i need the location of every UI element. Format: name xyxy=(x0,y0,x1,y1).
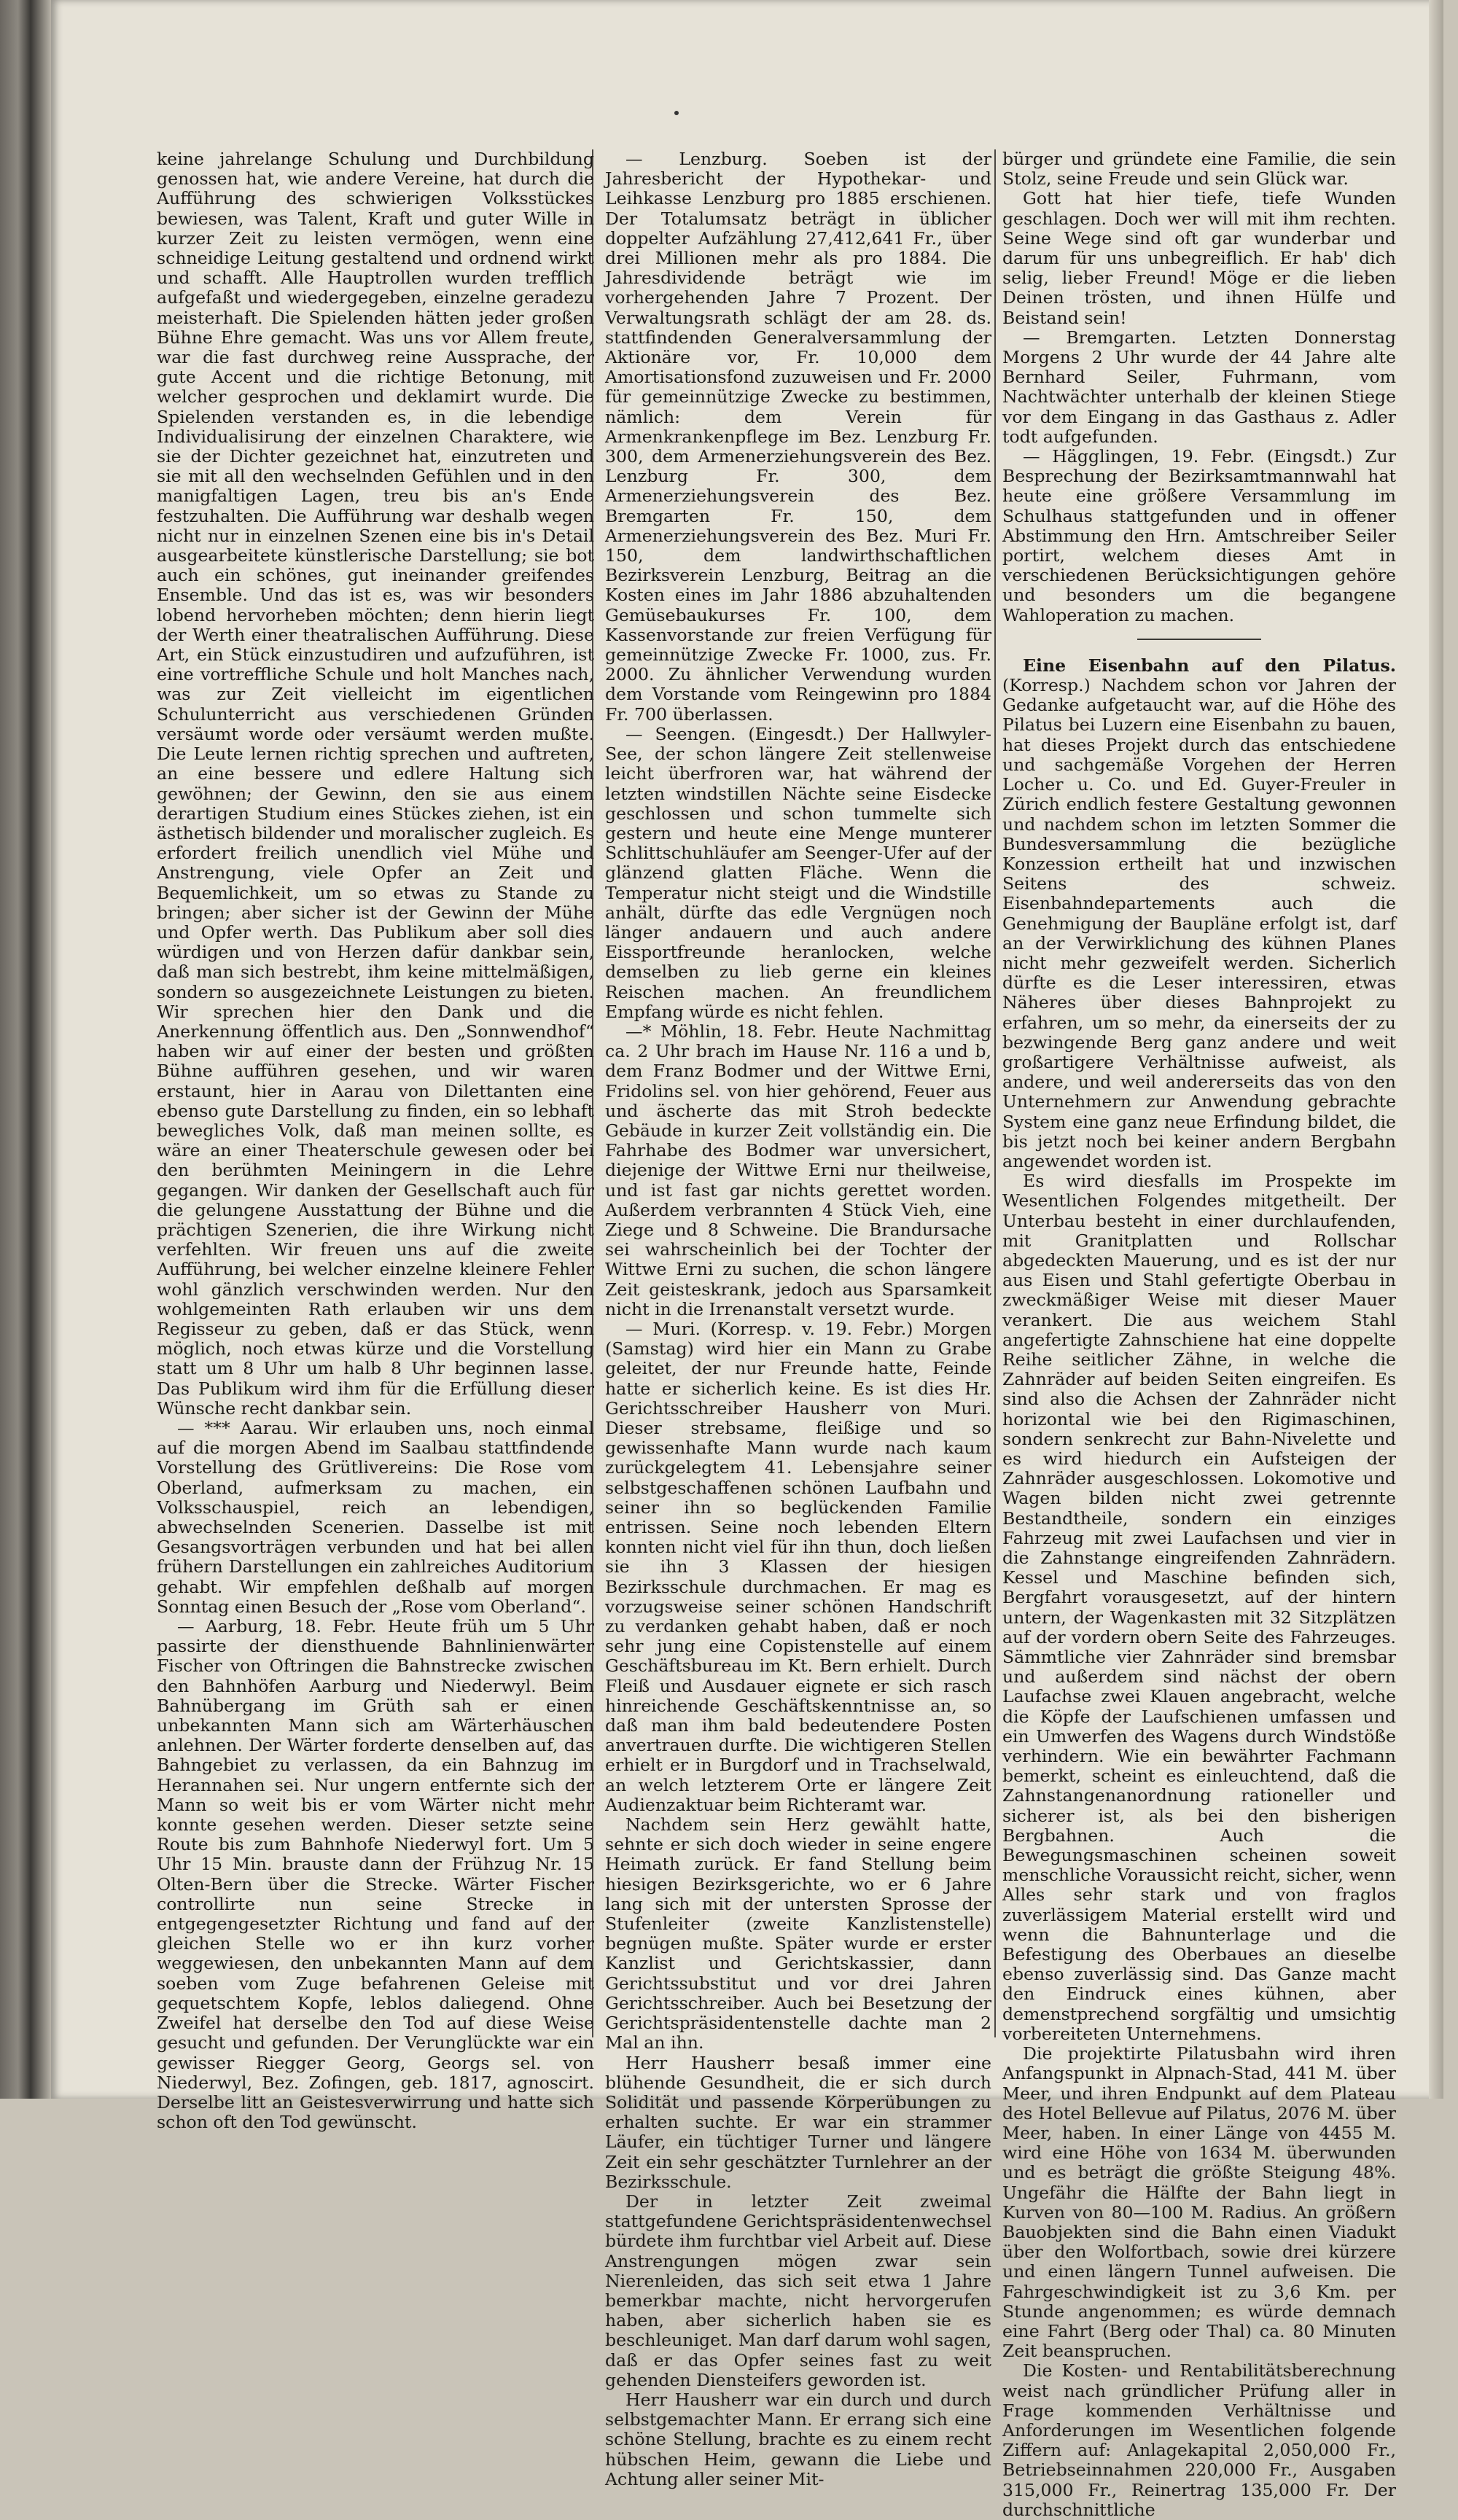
column-3-article-paragraph-1: Nachdem schon vor Jahren der Gedanke aufgetaucht war, auf die Höhe des Pilatus bei Luzern eine Eisenbahn zu bauen, hat dieses Projekt durch das entschiedene und sachgemäße Vorgehen der Herren Locher u. Co. und Ed. Guyer-Freuler in Zürich endlich festere Gestaltung gewonnen und nachdem schon im letzten Sommer die Bundesversammlung die bezügliche Konzession ertheilt hat und inzwischen Seitens des schweiz. Eisenbahndepartements auch die Genehmigung der Baupläne erfolgt ist, darf an der Verwirklichung des kühnen Planes nicht mehr gezweifelt werden. Sicherlich dürfte es die Leser interessiren, etwas Näheres über dieses Bahnprojekt zu erfahren, um so mehr, da einerseits der zu bezwingende Berg ganz andere und weit großartigere Verhältnisse aufweist, als andere, und weil andererseits das von den Unternehmern zur Anwendung gebrachte System eine ganz neue Erfindung bildet, die bis jetzt noch bei keiner andern Bergbahn angewendet worden ist. xyxy=(1002,675,1397,1171)
column-3-article-paragraph-3: Die projektirte Pilatusbahn wird ihren Anfangspunkt in Alpnach-Stad, 441 M. über Meer, und ihren Endpunkt auf dem Plateau des Hotel Bellevue auf Pilatus, 2076 M. über Meer, haben. In einer Länge von 4455 M. wird eine Höhe von 1634 M. überwunden und es beträgt die größte Steigung 48%. Ungefähr die Hälfte der Bahn liegt in Kurven von 80—100 M. Radius. An größern Bauobjekten sind die Bahn einen Viadukt über den Wolfortbach, sowie drei kürzere und einen längern Tunnel aufweisen. Die Fahrgeschwindigkeit ist zu 3,6 Km. per Stunde angenommen; es würde demnach eine Fahrt (Berg oder Thal) ca. 80 Minuten Zeit beanspruchen. xyxy=(1002,2043,1396,2362)
column-3-article-paragraph-2: Es wird diesfalls im Prospekte im Wesentlichen Folgendes mitgetheilt. Der Unterbau besteht in einer durchlaufenden, mit Granitplatten und Rollschar abgedeckten Mauerung, und es ist der nur aus Eisen und Stahl gefertigte Oberbau in zweckmäßiger Weise mit dieser Mauer verankert. Die aus weichem Stahl angefertigte Zahnschiene hat eine doppelte Reihe seitlicher Zähne, in welche die Zahnräder auf beiden Seiten eingreifen. Es sind also die Achsen der Zahnräder nicht horizontal wie bei den Rigimaschinen, sondern senkrecht zur Bahn-Nivelette und es wird hiedurch ein Aufsteigen der Zahnräder ausgeschlossen. Lokomotive und Wagen bilden nicht zwei getrennte Bestandtheile, sondern ein einziges Fahrzeug mit zwei Laufachsen und vier in die Zahnstange eingreifenden Zahnrädern. Kessel und Maschine befinden sich, Bergfahrt vorausgesetzt, auf der hintern untern, der Wagenkasten mit 32 Sitzplätzen auf der vordern obern Seite des Fahrzeuges. Sämmtliche vier Zahnräder sind bremsbar und außerdem sind nächst der obern Laufachse zwei Klauen angebracht, welche die Köpfe der Laufschienen umfassen und ein Umwerfen des Wagens durch Windstöße verhindern. Wie ein bewährter Fachmann bemerkt, scheint es einleuchtend, daß die Zahnstangenanordnung rationeller und sicherer ist, als bei den bisherigen Bergbahnen. Auch die Bewegungsmaschinen scheinen soweit menschliche Voraussicht reicht, sicher, wenn Alles sehr stark und von fraglos zuverlässigem Material erstellt wird und wenn die Bahnunterlage und die Befestigung des Oberbaues an dieselbe ebenso zuverlässig sind. Das Ganze macht den Eindruck eines kühnen, aber demenstprechend sorgfältig und umsichtig vorbereiteten Unternehmens. xyxy=(1002,1171,1396,2044)
column-2-paragraph-lenzburg: — Lenzburg. Soeben ist der Jahresbericht der Hypothekar- und Leihkasse Lenzburg pro 1885 erschienen. Der Totalumsatz beträgt in üblicher doppelter Aufzählung 27,412,641 Fr., über drei Millionen mehr als pro 1884. Die Jahresdividende beträgt wie im vorhergehenden Jahre 7 Prozent. Der Verwaltungsrath schlägt der am 28. ds. stattfindenden Generalversammlung der Aktionäre vor, Fr. 10,000 dem Amortisationsfond zuzuweisen und Fr. 2000 für gemeinnützige Zwecke zu bestimmen, nämlich: dem Verein für Armenkrankenpflege im Bez. Lenzburg Fr. 300, dem Armenerziehungsverein des Bez. Lenzburg Fr. 300, dem Armenerziehungsverein des Bez. Bremgarten Fr. 150, dem Armenerziehungsverein des Bez. Muri Fr. 150, dem landwirthschaftlichen Bezirksverein Lenzburg, Beitrag an die Kosten eines im Jahr 1886 abzuhaltenden Gemüsebaukurses Fr. 100, dem Kassenvorstande zur freien Verfügung für gemeinnützige Zwecke Fr. 1000, zus. Fr. 2000. Zu ähnlicher Verwendung wurden dem Vorstande vom Reingewinn pro 1884 Fr. 700 überlassen. xyxy=(605,149,991,725)
column-1-paragraph-1: keine jahrelange Schulung und Durchbildung genossen hat, wie andere Vereine, hat durch die Aufführung des schwierigen Volksstückes bewiesen, was Talent, Kraft und guter Wille in kurzer Zeit zu leisten vermögen, wenn eine schneidige Leitung gestaltend und ordnend wirkt und schafft. Alle Hauptrollen wurden trefflich aufgefaßt und wiedergegeben, einzelne geradezu meisterhaft. Die Spielenden hätten jeder großen Bühne Ehre gemacht. Was uns vor Allem freute, war die fast durchweg reine Aussprache, der gute Accent und die richtige Betonung, mit welcher gesprochen und deklamirt wurde. Die Spielenden verstanden es, in die lebendige Individualisirung der einzelnen Charaktere, wie sie der Dichter gezeichnet hat, einzutreten und sie mit all den wechselnden Gefühlen und in den manigfaltigen Lagen, treu bis an's Ende festzuhalten. Die Aufführung war deshalb wegen nicht nur in einzelnen Szenen eine bis in's Detail ausgearbeitete künstlerische Darstellung; sie bot auch ein schönes, gut ineinander greifendes Ensemble. Und das ist es, was wir besonders lobend hervorheben möchten; denn hierin liegt der Werth einer theatralischen Aufführung. Diese Art, ein Stück einzustudiren und aufzuführen, ist eine vortreffliche Schule und holt Manches nach, was zur Zeit vielleicht im eigentlichen Schulunterricht aus verschiedenen Gründen versäumt worde oder versäumt werden mußte. Die Leute lernen richtig sprechen und auftreten, an eine bessere und edlere Haltung sich gewöhnen; der Gewinn, den sie aus einem derartigen Studium eines Stückes ziehen, ist ein ästhetisch bildender und moralischer zugleich. Es erfordert freilich unendlich viel Mühe und Anstrengung, viele Opfer an Zeit und Bequemlichkeit, um so etwas zu Stande zu bringen; aber sicher ist der Gewinn der Mühe und Opfer werth. Das Publikum aber soll dies würdigen und von Herzen dafür dankbar sein, daß man sich bestrebt, ihm keine mittelmäßigen, sondern so ausgezeichnete Leistungen zu bieten. Wir sprechen hier den Dank und die Anerkennung öffentlich aus. Den „Sonnwendhof“ haben wir auf einer der besten und größten Bühne aufführen gesehen, und wir waren erstaunt, hier in Aarau von Dilettanten eine ebenso gute Darstellung zu finden, ein so lebhaft bewegliches Volk, daß man meinen sollte, es wäre an einer Theaterschule gewesen oder bei den berühmten Meiningern in die Lehre gegangen. Wir danken der Gesellschaft auch für die gelungene Ausstattung der Bühne und die prächtigen Szenerien, die ihre Wirkung nicht verfehlten. Wir freuen uns auf die zweite Aufführung, bei welcher einzelne kleinere Fehler wohl gänzlich verschwinden werden. Nur den wohlgemeinten Rath erlauben wir uns dem Regisseur zu geben, daß er das Stück, wenn möglich, noch etwas kürze und die Vorstellung statt um 8 Uhr um halb 8 Uhr beginnen lasse. Das Publikum wird ihm für die Erfüllung dieser Wünsche recht dankbar sein. xyxy=(157,149,594,1419)
scan-binding-edge xyxy=(0,0,51,2099)
column-1-paragraph-aarburg: — Aarburg, 18. Febr. Heute früh um 5 Uhr passirte der diensthuende Bahnlinienwärter Fischer von Oftringen die Bahnstrecke zwischen den Bahnhöfen Aarburg und Niederwyl. Beim Bahnübergang im Grüth sah er einen unbekannten Mann sich am Wärterhäuschen anlehnen. Der Wärter forderte denselben auf, das Bahngebiet zu verlassen, da ein Bahnzug im Herannahen sei. Nur ungern entfernte sich der Mann so weit bis er vom Wärter nicht mehr konnte gesehen werden. Dieser setzte seine Route bis zum Bahnhofe Niederwyl fort. Um 5 Uhr 15 Min. brauste dann der Frühzug Nr. 15 Olten-Bern über die Strecke. Wärter Fischer controllirte nun seine Strecke in entgegengesetzter Richtung und fand auf der gleichen Stelle wo er ihn kurz vorher weggewiesen, den unbekannten Mann auf dem soeben vom Zuge befahrenen Geleise mit gequetschtem Kopfe, leblos daliegend. Ohne Zweifel hat derselbe den Tod auf diese Weise gesucht und gefunden. Der Verunglückte war ein gewisser Riegger Georg, Georgs sel. von Niederwyl, Bez. Zofingen, geb. 1817, agnoscirt. Derselbe litt an Geistesverwirrung und hatte sich schon oft den Tod gewünscht. xyxy=(157,1616,594,2133)
column-2 xyxy=(605,149,991,2489)
column-1-paragraph-aarau: — *** Aarau. Wir erlauben uns, noch einmal auf die morgen Abend im Saalbau stattfindende Vorstellung des Grütlivereins: Die Rose vom Oberland, aufmerksam zu machen, ein Volksschauspiel, reich an lebendigen, abwechselnden Scenerien. Dasselbe ist mit Gesangsvorträgen verbunden und hat bei allen frühern Darstellungen ein zahlreiches Auditorium gehabt. Wir empfehlen deßhalb auf morgen Sonntag einen Besuch der „Rose vom Oberland“. xyxy=(157,1418,594,1617)
section-divider xyxy=(1137,639,1261,640)
column-2-paragraph-seengen: — Seengen. (Eingesdt.) Der Hallwyler-See, der schon längere Zeit stellenweise leicht überfroren war, hat während der letzten windstillen Nächte seine Eisdecke geschlossen und schon tummelte sich gestern und heute eine Menge munterer Schlittschuhläufer am Seenger-Ufer auf der glänzend glatten Fläche. Wenn die Temperatur nicht steigt und die Windstille anhält, dürfte das edle Vergnügen noch länger andauern und auch andere Eissportfreunde heranlocken, welche demselben zu lieb gerne ein kleines Reischen machen. An freundlichem Empfang würde es nicht fehlen. xyxy=(605,723,991,1022)
column-3-article-pilatus-intro xyxy=(1002,656,1396,1171)
page-top-marker xyxy=(674,111,679,115)
column-2-paragraph-muri-5: Herr Hausherr war ein durch und durch selbstgemachter Mann. Er errang sich eine schöne Stellung, brachte es zu einem recht hübschen Heim, gewann die Liebe und Achtung aller seiner Mit- xyxy=(605,2389,991,2489)
column-3 xyxy=(1002,149,1397,2520)
column-3-paragraph-bremgarten: — Bremgarten. Letzten Donnerstag Morgens 2 Uhr wurde der 44 Jahre alte Bernhard Seiler, Fuhrmann, vom Nachtwächter unterhalb der kleinen Stiege vor dem Eingang in das Gasthaus z. Adler todt aufgefunden. xyxy=(1002,327,1396,447)
column-3-paragraph-condolence: Gott hat hier tiefe, tiefe Wunden geschlagen. Doch wer will mit ihm rechten. Seine Wege sind oft gar wunderbar und darum für uns unbegreiflich. Er hab' dich selig, lieber Freund! Möge er die lieben Deinen trösten, und ihnen Hülfe und Beistand sein! xyxy=(1002,188,1396,328)
column-2-paragraph-muri-2: Nachdem sein Herz gewählt hatte, sehnte er sich doch wieder in seine engere Heimath zurück. Er fand Stellung beim hiesigen Bezirksgerichte, wo er 6 Jahre lang sich mit der untersten Sprosse der Stufenleiter (zweite Kanzlistenstelle) begnügen mußte. Später wurde er erster Kanzlist und Gerichtskassier, dann Gerichtssubstitut und vor drei Jahren Gerichtsschreiber. Auch bei Besetzung der Gerichtspräsidentenstelle dachte man 2 Mal an ihn. xyxy=(605,1814,991,2053)
column-2-paragraph-moehlin: —* Möhlin, 18. Febr. Heute Nachmittag ca. 2 Uhr brach im Hause Nr. 116 a und b, dem Franz Bodmer und der Wittwe Erni, Fridolins sel. von hier gehörend, Feuer aus und äscherte das mit Stroh bedeckte Gebäude in kurzer Zeit vollständig ein. Die Fahrhabe des Bodmer war unversichert, diejenige der Wittwe Erni nur theilweise, und ist fast gar nichts gerettet worden. Außerdem verbrannten 4 Stück Vieh, eine Ziege und 8 Schweine. Die Brandursache sei wahrscheinlich bei der Tochter der Wittwe Erni zu suchen, die schon längere Zeit geisteskrank, jedoch aus Sparsamkeit nicht in die Irrenanstalt versetzt wurde. xyxy=(605,1021,991,1319)
column-divider-2 xyxy=(994,149,996,2037)
article-headline-pilatus: Eine Eisenbahn auf den Pilatus. xyxy=(1023,655,1396,676)
column-3-article-paragraph-4: Die Kosten- und Rentabilitätsberechnung weist nach gründlicher Prüfung aller in Frage kommenden Verhältnisse und Anforderungen im Wesentlichen folgende Ziffern auf: Anlagekapital 2,050,000 Fr., Betriebseinnahmen 220,000 Fr., Ausgaben 315,000 Fr., Reinertrag 135,000 Fr. Der durchschnittliche xyxy=(1002,2360,1396,2520)
column-3-paragraph-continued: bürger und gründete eine Familie, die sein Stolz, seine Freude und sein Glück war. xyxy=(1002,149,1396,190)
column-3-paragraph-haegglingen: — Hägglingen, 19. Febr. (Eingsdt.) Zur Besprechung der Bezirksamtmannwahl hat heute eine größere Versammlung im Schulhaus stattgefunden und in offener Abstimmung den Hrn. Amtschreiber Seiler portirt, welchem dieses Amt in verschiedenen Berücksichtigungen gehöre und besonders um die begangene Wahloperation zu machen. xyxy=(1002,446,1396,625)
article-headline-suffix: (Korresp.) xyxy=(1002,675,1091,696)
column-2-paragraph-muri-4: Der in letzter Zeit zweimal stattgefundene Gerichtspräsidentenwechsel bürdete ihm furchtbar viel Arbeit auf. Diese Anstrengungen mögen zwar sein Nierenleiden, das sich seit etwa 1 Jahre bemerkbar machte, nicht hervorgerufen haben, aber sicherlich haben sie es beschleuniget. Man darf darum wohl sagen, daß er das Opfer seines fast zu weit gehenden Diensteifers geworden ist. xyxy=(605,2191,991,2390)
scan-right-edge xyxy=(1429,0,1443,2099)
column-2-paragraph-muri-3: Herr Hausherr besaß immer eine blühende Gesundheit, die er sich durch Solidität und passende Körperübungen zu erhalten suchte. Er war ein strammer Läufer, ein tüchtiger Turner und längere Zeit ein sehr geschätzter Turnlehrer an der Bezirksschule. xyxy=(605,2052,991,2192)
column-1 xyxy=(157,149,594,2133)
column-2-paragraph-muri: — Muri. (Korresp. v. 19. Febr.) Morgen (Samstag) wird hier ein Mann zu Grabe geleitet, der nur Freunde hatte, Feinde hatte er sicherlich keine. Es ist dies Hr. Gerichtsschreiber Hausherr von Muri. Dieser strebsame, fleißige und so gewissenhafte Mann wurde nach kaum zurückgelegtem 41. Lebensjahre seiner selbstgeschaffenen schönen Laufbahn und seiner ihn so beglückenden Familie entrissen. Seine noch lebenden Eltern konnten nicht viel für ihn thun, doch ließen sie ihn 3 Klassen der hiesigen Bezirksschule durchmachen. Er mag es vorzugsweise seiner schönen Handschrift zu verdanken gehabt haben, daß er noch sehr jung eine Copistenstelle auf einem Geschäftsbureau im Kt. Bern erhielt. Durch Fleiß und Ausdauer eignete er sich rasch hinreichende Geschäftskenntnisse an, so daß man ihm bald bedeutendere Posten anvertrauen durfte. Die wichtigeren Stellen erhielt er in Burgdorf und in Trachselwald, an welch letzterem Orte er längere Zeit Audienzaktuar beim Richteramt war. xyxy=(605,1318,991,1815)
